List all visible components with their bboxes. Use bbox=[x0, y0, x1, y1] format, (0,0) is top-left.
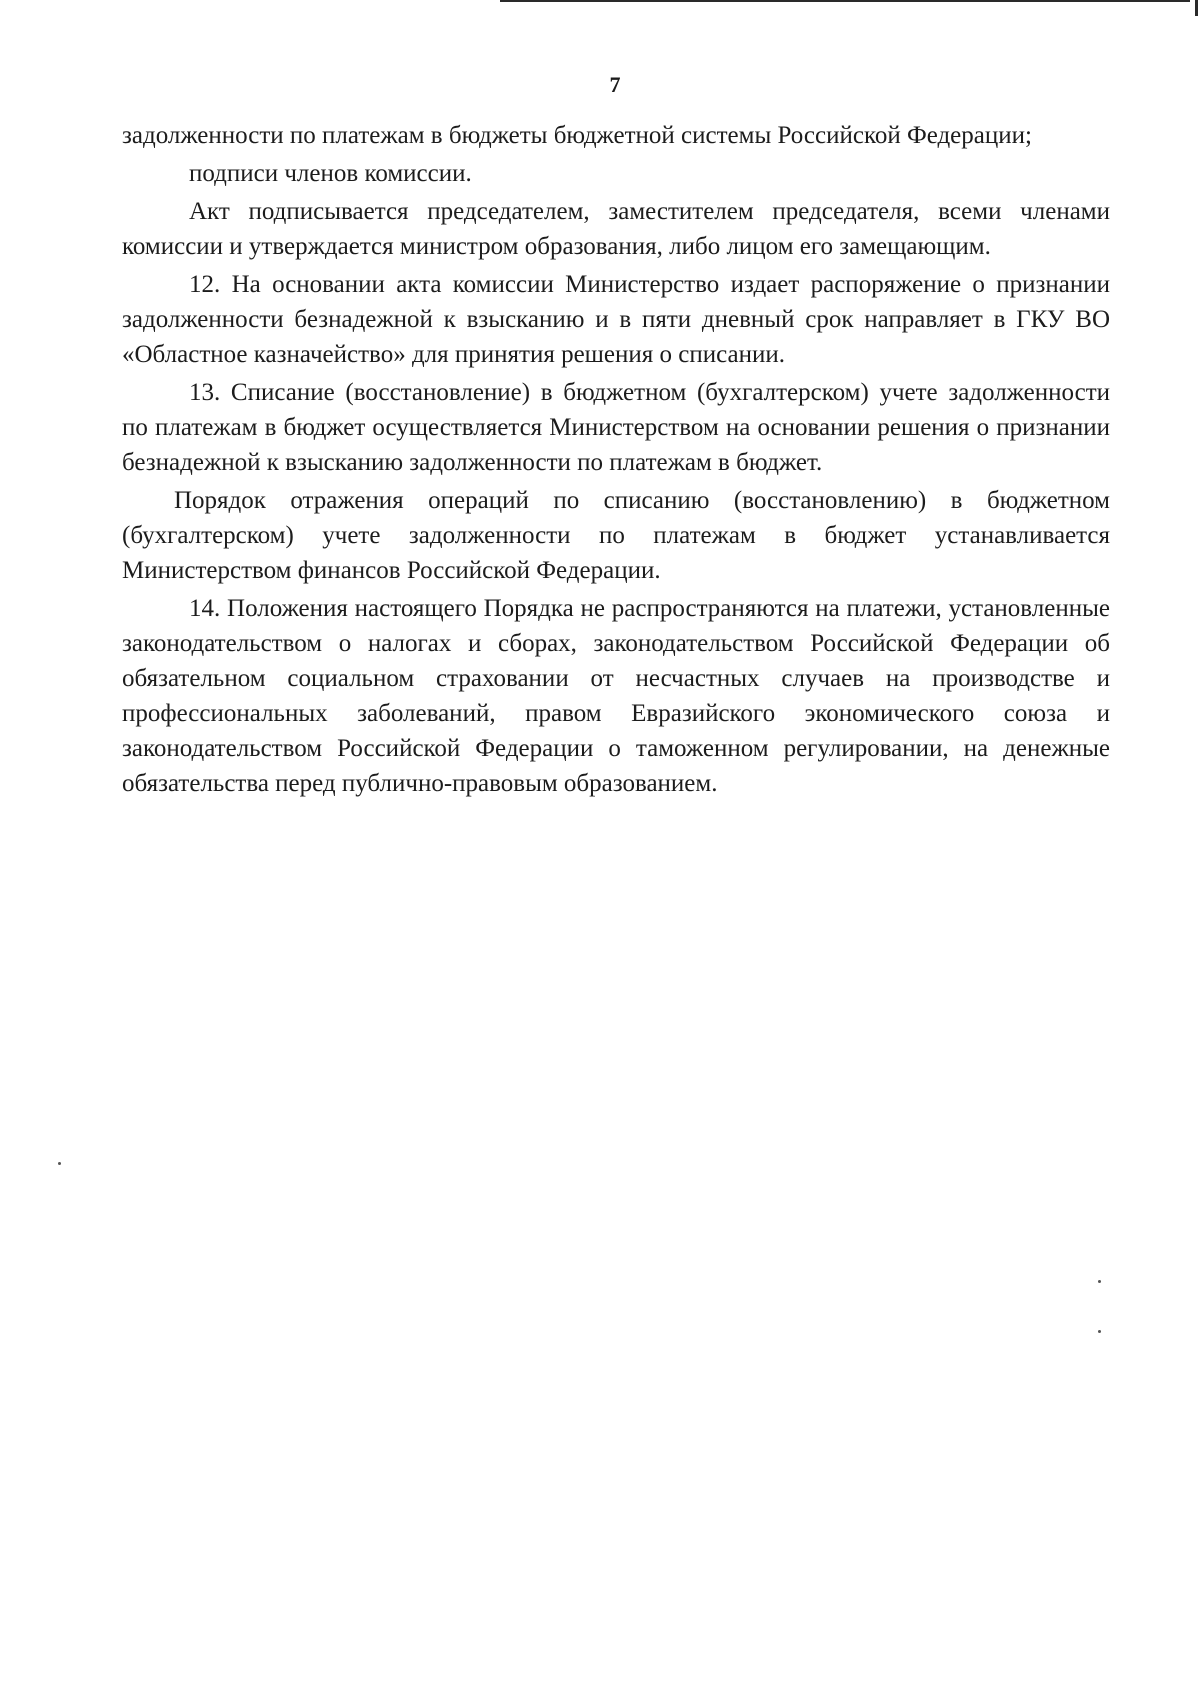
document-body bbox=[122, 118, 1110, 801]
paragraph-item-12: 12. На основании акта комиссии Министерство издает распоряжение о признании задолженности безнадежной к взысканию и в пяти дневный срок направляет в ГКУ ВО «Областное казначейство» для принятия решения о списании. bbox=[122, 271, 1110, 368]
paragraph-item-14: 14. Положения настоящего Порядка не распространяются на платежи, установленные законодательством о налогах и сборах, законодательством Российской Федерации об обязательном социальном страховании от несчастных случаев на производстве и профессиональных заболеваний, правом Евразийского экономического союза и законодательством Российской Федерации о таможенном регулировании, на денежные обязательства перед публично-правовым образованием. bbox=[122, 595, 1110, 797]
paragraph-signatures: подписи членов комиссии. bbox=[189, 160, 472, 187]
scan-edge-mark bbox=[1195, 0, 1198, 16]
paragraph-act-signing: Акт подписывается председателем, заместителем председателя, всеми членами комиссии и утверждается министром образования, либо лицом его замещающим. bbox=[122, 198, 1110, 260]
scan-speck bbox=[1098, 1330, 1101, 1333]
page-number: 7 bbox=[609, 72, 621, 97]
paragraph-procedure: Порядок отражения операций по списанию (восстановлению) в бюджетном (бухгалтерском) учете задолженности по платежам в бюджет устанавливается Министерством финансов Российской Федерации. bbox=[122, 487, 1110, 584]
scan-edge-line bbox=[500, 0, 1190, 2]
paragraph-item-13: 13. Списание (восстановление) в бюджетном (бухгалтерском) учете задолженности по платежам в бюджет осуществляется Министерством на основании решения о признании безнадежной к взысканию задолженности по платежам в бюджет. bbox=[122, 379, 1110, 476]
paragraph-continuation: задолженности по платежам в бюджеты бюджетной системы Российской Федерации; bbox=[122, 122, 1032, 149]
scan-speck bbox=[1098, 1280, 1101, 1283]
scan-speck bbox=[58, 1162, 61, 1165]
